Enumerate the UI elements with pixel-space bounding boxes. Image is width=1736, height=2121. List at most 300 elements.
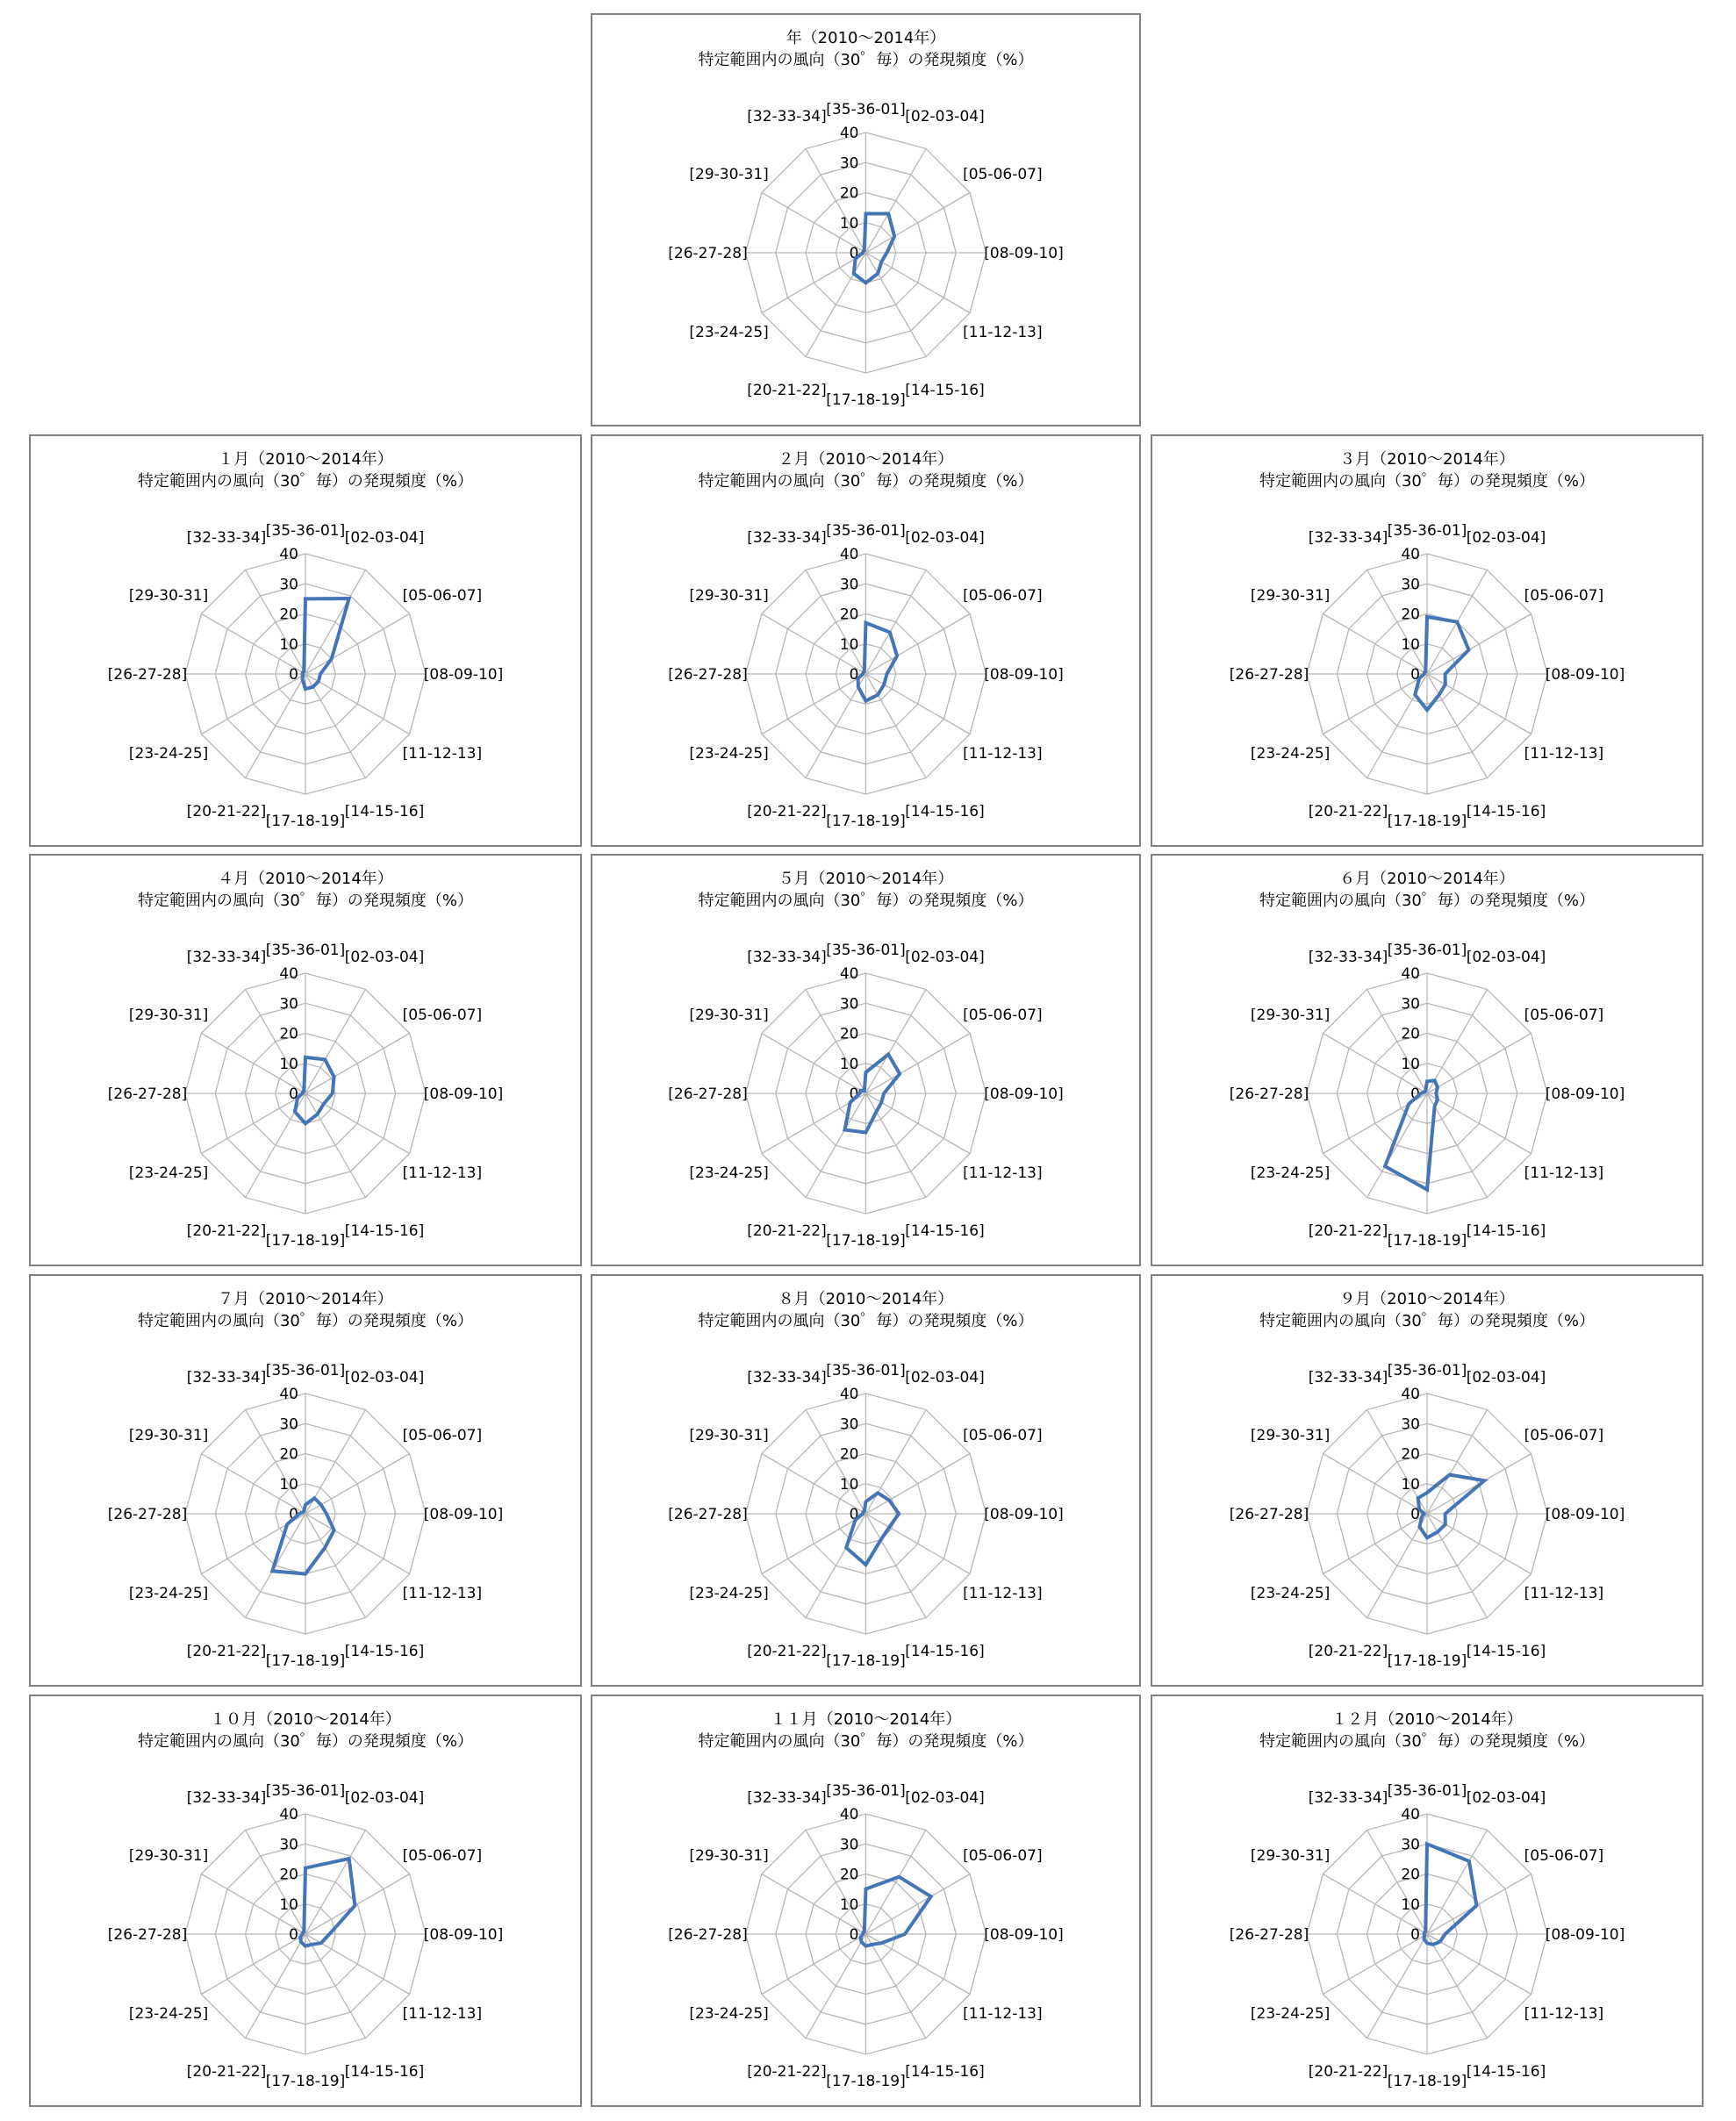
direction-label: [05-06-07]: [1524, 587, 1604, 605]
radial-tick-label: 0: [289, 1506, 298, 1523]
radial-tick-label: 40: [839, 1806, 859, 1824]
direction-label: [05-06-07]: [963, 166, 1043, 183]
series-line: [861, 1877, 931, 1946]
direction-label: [14-15-16]: [1466, 1222, 1546, 1240]
direction-label: [35-36-01]: [265, 522, 346, 540]
radial-tick-label: 20: [839, 605, 859, 624]
radar-chart-panel: [591, 854, 1141, 1266]
radar-chart-panel: [29, 1695, 582, 2107]
radial-tick-label: 0: [1410, 1926, 1420, 1944]
direction-label: [23-24-25]: [1250, 1164, 1331, 1182]
chart-subtitle: 特定範囲内の風向（30゜毎）の発現頻度（%）: [698, 51, 1034, 69]
grid-spoke: [866, 1409, 927, 1514]
grid-spoke: [806, 1934, 866, 2039]
radial-tick-label: 40: [1401, 1386, 1420, 1403]
direction-label: [14-15-16]: [905, 1642, 985, 1660]
direction-label: [17-18-19]: [1387, 1652, 1467, 1670]
radial-tick-label: 40: [279, 1806, 298, 1824]
direction-label: [17-18-19]: [1387, 1232, 1467, 1250]
direction-label: [08-09-10]: [1545, 1086, 1625, 1103]
radial-tick-label: 30: [279, 1836, 298, 1854]
direction-label: [02-03-04]: [344, 1369, 425, 1387]
direction-label: [29-30-31]: [1250, 1007, 1331, 1024]
radial-tick-label: 0: [849, 245, 859, 262]
direction-label: [32-33-34]: [747, 108, 827, 126]
direction-label: [08-09-10]: [423, 666, 504, 684]
radial-tick-label: 40: [839, 546, 859, 563]
grid-spoke: [305, 570, 366, 674]
direction-label: [35-36-01]: [1387, 942, 1467, 959]
direction-label: [35-36-01]: [826, 1362, 906, 1379]
radial-tick-label: 20: [1401, 1025, 1420, 1043]
radial-tick-label: 20: [279, 1445, 298, 1464]
grid-spoke: [1427, 1514, 1488, 1618]
radar-chart-panel: [591, 13, 1141, 426]
direction-label: [11-12-13]: [1524, 2005, 1604, 2023]
chart-title-line: ２月（2010～2014年）: [778, 450, 954, 469]
direction-label: [20-21-22]: [186, 1642, 267, 1660]
radial-tick-label: 0: [1410, 1086, 1420, 1103]
grid-spoke: [305, 1093, 366, 1198]
radial-tick-label: 40: [1401, 1806, 1420, 1824]
direction-label: [35-36-01]: [826, 101, 906, 118]
radial-tick-label: 40: [839, 1386, 859, 1403]
radar-chart-panel: [591, 1274, 1141, 1687]
direction-label: [14-15-16]: [905, 802, 985, 820]
chart-subtitle: 特定範囲内の風向（30゜毎）の発現頻度（%）: [1259, 1732, 1595, 1751]
direction-label: [02-03-04]: [1466, 529, 1546, 548]
chart-title-line: ４月（2010～2014年）: [218, 870, 393, 888]
radial-tick-label: 20: [279, 605, 298, 624]
grid-spoke: [1427, 674, 1488, 778]
direction-label: [26-27-28]: [1229, 1926, 1309, 1944]
radar-chart-panel: [1151, 434, 1704, 847]
direction-label: [14-15-16]: [344, 1642, 425, 1660]
radar-chart-panel: [29, 1274, 582, 1687]
radial-tick-label: 30: [1401, 1836, 1420, 1854]
grid-spoke: [305, 674, 366, 778]
direction-label: [17-18-19]: [265, 813, 346, 830]
radar-chart-panel: [591, 434, 1141, 847]
direction-label: [26-27-28]: [668, 666, 748, 684]
radial-tick-label: 20: [839, 1866, 859, 1884]
radial-tick-label: 10: [1401, 635, 1420, 654]
direction-label: [02-03-04]: [1466, 1789, 1546, 1808]
direction-label: [11-12-13]: [1524, 745, 1604, 763]
direction-label: [14-15-16]: [344, 1222, 425, 1240]
direction-label: [29-30-31]: [128, 1847, 209, 1865]
grid-spoke: [305, 674, 410, 734]
direction-label: [17-18-19]: [1387, 2073, 1467, 2090]
direction-label: [23-24-25]: [128, 1164, 209, 1182]
grid-spoke: [1427, 1034, 1532, 1094]
grid-spoke: [246, 1934, 306, 2039]
grid-spoke: [806, 1514, 866, 1618]
direction-label: [32-33-34]: [186, 1369, 267, 1387]
grid-spoke: [1427, 1874, 1532, 1935]
grid-spoke: [866, 1514, 927, 1618]
direction-label: [26-27-28]: [668, 1086, 748, 1103]
grid-spoke: [866, 1034, 971, 1094]
direction-label: [20-21-22]: [747, 802, 827, 820]
direction-label: [05-06-07]: [963, 1847, 1043, 1865]
direction-label: [26-27-28]: [107, 666, 188, 684]
chart-title-line: １１月（2010～2014年）: [770, 1710, 962, 1729]
direction-label: [20-21-22]: [186, 802, 267, 820]
direction-label: [29-30-31]: [689, 166, 769, 183]
grid-spoke: [1427, 614, 1532, 675]
radar-plot: [31, 436, 580, 845]
radial-tick-label: 10: [839, 1055, 859, 1073]
radial-tick-label: 30: [839, 576, 859, 594]
direction-label: [32-33-34]: [186, 529, 267, 548]
radar-chart-panel: [591, 1695, 1141, 2107]
grid-spoke: [1427, 1934, 1488, 2039]
radial-tick-label: 30: [839, 1836, 859, 1854]
direction-label: [05-06-07]: [402, 1007, 483, 1024]
direction-label: [02-03-04]: [1466, 1369, 1546, 1387]
radial-tick-label: 30: [279, 576, 298, 594]
grid-spoke: [1427, 1409, 1488, 1514]
grid-spoke: [1427, 1934, 1532, 1995]
radial-tick-label: 10: [839, 635, 859, 654]
direction-label: [08-09-10]: [423, 1506, 504, 1523]
radial-tick-label: 40: [1401, 965, 1420, 983]
direction-label: [20-21-22]: [747, 1642, 827, 1660]
direction-label: [02-03-04]: [1466, 949, 1546, 967]
radial-tick-label: 30: [839, 995, 859, 1014]
radar-plot: [592, 436, 1139, 845]
direction-label: [02-03-04]: [905, 949, 985, 967]
radar-plot: [592, 1276, 1139, 1685]
grid-spoke: [806, 674, 866, 778]
grid-spoke: [305, 1874, 410, 1935]
radial-tick-label: 30: [1401, 1415, 1420, 1434]
direction-label: [23-24-25]: [128, 2005, 209, 2023]
radar-plot: [1152, 1276, 1702, 1685]
radial-tick-label: 40: [839, 965, 859, 983]
chart-subtitle: 特定範囲内の風向（30゜毎）の発現頻度（%）: [698, 472, 1034, 491]
direction-label: [20-21-22]: [186, 2062, 267, 2081]
direction-label: [08-09-10]: [984, 245, 1064, 262]
direction-label: [08-09-10]: [1545, 666, 1625, 684]
direction-label: [23-24-25]: [689, 1585, 769, 1602]
chart-subtitle: 特定範囲内の風向（30゜毎）の発現頻度（%）: [1259, 1312, 1595, 1330]
direction-label: [23-24-25]: [128, 1585, 209, 1602]
direction-label: [35-36-01]: [1387, 1362, 1467, 1379]
radial-tick-label: 30: [279, 995, 298, 1014]
grid-spoke: [1427, 674, 1532, 734]
radial-tick-label: 10: [279, 1055, 298, 1073]
direction-label: [14-15-16]: [344, 802, 425, 820]
direction-label: [02-03-04]: [344, 949, 425, 967]
direction-label: [05-06-07]: [402, 1427, 483, 1444]
series-line: [303, 598, 349, 689]
direction-label: [32-33-34]: [747, 529, 827, 548]
chart-subtitle: 特定範囲内の風向（30゜毎）の発現頻度（%）: [137, 1732, 473, 1751]
direction-label: [29-30-31]: [1250, 587, 1331, 605]
direction-label: [26-27-28]: [107, 1086, 188, 1103]
direction-label: [23-24-25]: [689, 2005, 769, 2023]
direction-label: [02-03-04]: [344, 529, 425, 548]
series-line: [1415, 617, 1468, 710]
radial-tick-label: 30: [1401, 995, 1420, 1014]
direction-label: [08-09-10]: [984, 1506, 1064, 1523]
direction-label: [29-30-31]: [128, 1427, 209, 1444]
chart-subtitle: 特定範囲内の風向（30゜毎）の発現頻度（%）: [1259, 892, 1595, 910]
radial-tick-label: 40: [279, 965, 298, 983]
grid-spoke: [305, 1830, 366, 1934]
radar-plot: [592, 15, 1139, 425]
chart-subtitle: 特定範囲内の風向（30゜毎）の発現頻度（%）: [137, 1312, 473, 1330]
direction-label: [29-30-31]: [689, 1007, 769, 1024]
direction-label: [05-06-07]: [1524, 1427, 1604, 1444]
chart-subtitle: 特定範囲内の風向（30゜毎）の発現頻度（%）: [137, 472, 473, 491]
radial-tick-label: 10: [1401, 1895, 1420, 1914]
radial-tick-label: 0: [849, 1506, 859, 1523]
radar-chart-panel: [1151, 1274, 1704, 1687]
direction-label: [23-24-25]: [1250, 2005, 1331, 2023]
chart-title-line: ５月（2010～2014年）: [778, 870, 954, 888]
direction-label: [20-21-22]: [747, 1222, 827, 1240]
direction-label: [11-12-13]: [1524, 1164, 1604, 1182]
direction-label: [29-30-31]: [1250, 1847, 1331, 1865]
direction-label: [29-30-31]: [128, 1007, 209, 1024]
direction-label: [32-33-34]: [1308, 1369, 1388, 1387]
direction-label: [05-06-07]: [963, 1007, 1043, 1024]
radial-tick-label: 0: [849, 1086, 859, 1103]
radial-tick-label: 40: [1401, 546, 1420, 563]
direction-label: [32-33-34]: [186, 1789, 267, 1808]
direction-label: [08-09-10]: [1545, 1506, 1625, 1523]
direction-label: [23-24-25]: [689, 745, 769, 763]
direction-label: [23-24-25]: [128, 745, 209, 763]
direction-label: [05-06-07]: [963, 587, 1043, 605]
chart-title-line: １月（2010～2014年）: [218, 450, 393, 469]
grid-spoke: [246, 674, 306, 778]
direction-label: [17-18-19]: [265, 1232, 346, 1250]
radial-tick-label: 10: [839, 214, 859, 233]
grid-spoke: [1427, 1830, 1488, 1934]
grid-spoke: [806, 253, 866, 357]
radial-tick-label: 20: [839, 1445, 859, 1464]
radar-plot: [1152, 1696, 1702, 2105]
radial-tick-label: 20: [839, 184, 859, 203]
direction-label: [05-06-07]: [963, 1427, 1043, 1444]
direction-label: [11-12-13]: [1524, 1585, 1604, 1602]
radial-tick-label: 10: [279, 1475, 298, 1494]
grid-spoke: [1427, 1514, 1532, 1574]
grid-spoke: [1367, 1093, 1428, 1198]
direction-label: [20-21-22]: [747, 381, 827, 399]
direction-label: [20-21-22]: [1308, 1222, 1388, 1240]
direction-label: [17-18-19]: [826, 2073, 906, 2090]
direction-label: [11-12-13]: [402, 1164, 483, 1182]
direction-label: [08-09-10]: [1545, 1926, 1625, 1944]
direction-label: [26-27-28]: [668, 1926, 748, 1944]
grid-spoke: [866, 1514, 971, 1574]
direction-label: [26-27-28]: [107, 1926, 188, 1944]
direction-label: [08-09-10]: [984, 666, 1064, 684]
radial-tick-label: 40: [279, 1386, 298, 1403]
chart-title-line: ９月（2010～2014年）: [1339, 1290, 1515, 1308]
radar-plot: [31, 1696, 580, 2105]
radial-tick-label: 0: [849, 1926, 859, 1944]
radial-tick-label: 0: [289, 1926, 298, 1944]
radial-tick-label: 40: [839, 125, 859, 142]
radar-plot: [1152, 436, 1702, 845]
direction-label: [02-03-04]: [344, 1789, 425, 1808]
radial-tick-label: 30: [1401, 576, 1420, 594]
direction-label: [35-36-01]: [826, 942, 906, 959]
direction-label: [29-30-31]: [689, 587, 769, 605]
direction-label: [11-12-13]: [402, 1585, 483, 1602]
chart-title-line: 年（2010～2014年）: [786, 29, 946, 47]
direction-label: [08-09-10]: [984, 1926, 1064, 1944]
direction-label: [08-09-10]: [423, 1926, 504, 1944]
direction-label: [32-33-34]: [747, 949, 827, 967]
direction-label: [29-30-31]: [689, 1427, 769, 1444]
radar-plot: [1152, 856, 1702, 1265]
grid-spoke: [305, 614, 410, 675]
direction-label: [35-36-01]: [265, 1362, 346, 1379]
direction-label: [20-21-22]: [747, 2062, 827, 2081]
radial-tick-label: 0: [1410, 666, 1420, 684]
radar-plot: [592, 1696, 1139, 2105]
grid-spoke: [1367, 1934, 1428, 2039]
direction-label: [23-24-25]: [689, 1164, 769, 1182]
grid-spoke: [866, 1093, 927, 1198]
radar-plot: [31, 856, 580, 1265]
radial-tick-label: 10: [839, 1475, 859, 1494]
direction-label: [35-36-01]: [265, 942, 346, 959]
radar-chart-panel: [1151, 854, 1704, 1266]
direction-label: [26-27-28]: [1229, 666, 1309, 684]
grid-spoke: [1427, 989, 1488, 1093]
grid-spoke: [1367, 1514, 1428, 1618]
radial-tick-label: 0: [849, 666, 859, 684]
direction-label: [17-18-19]: [265, 1652, 346, 1670]
chart-title-line: ８月（2010～2014年）: [778, 1290, 954, 1308]
chart-title-line: １０月（2010～2014年）: [210, 1710, 401, 1729]
chart-subtitle: 特定範囲内の風向（30゜毎）の発現頻度（%）: [137, 892, 473, 910]
direction-label: [14-15-16]: [344, 2062, 425, 2081]
direction-label: [11-12-13]: [963, 2005, 1043, 2023]
radial-tick-label: 0: [289, 666, 298, 684]
direction-label: [26-27-28]: [107, 1506, 188, 1523]
grid-spoke: [866, 193, 971, 254]
direction-label: [11-12-13]: [402, 2005, 483, 2023]
radial-tick-label: 10: [279, 1895, 298, 1914]
radar-chart-panel: [29, 434, 582, 847]
chart-title-line: ６月（2010～2014年）: [1339, 870, 1515, 888]
chart-title-line: １２月（2010～2014年）: [1331, 1710, 1523, 1729]
radar-chart-panel: [1151, 1695, 1704, 2107]
chart-subtitle: 特定範囲内の風向（30゜毎）の発現頻度（%）: [1259, 472, 1595, 491]
direction-label: [26-27-28]: [668, 245, 748, 262]
direction-label: [05-06-07]: [1524, 1007, 1604, 1024]
chart-title-line: ７月（2010～2014年）: [218, 1290, 393, 1308]
direction-label: [11-12-13]: [963, 324, 1043, 341]
radial-tick-label: 10: [1401, 1055, 1420, 1073]
direction-label: [05-06-07]: [402, 1847, 483, 1865]
radar-plot: [592, 856, 1139, 1265]
grid-spoke: [866, 674, 971, 734]
direction-label: [14-15-16]: [905, 2062, 985, 2081]
radial-tick-label: 20: [1401, 605, 1420, 624]
grid-spoke: [305, 1034, 410, 1094]
direction-label: [20-21-22]: [1308, 802, 1388, 820]
chart-subtitle: 特定範囲内の風向（30゜毎）の発現頻度（%）: [698, 892, 1034, 910]
grid-spoke: [305, 1093, 410, 1154]
direction-label: [17-18-19]: [826, 391, 906, 409]
radial-tick-label: 20: [279, 1866, 298, 1884]
radial-tick-label: 20: [1401, 1866, 1420, 1884]
chart-subtitle: 特定範囲内の風向（30゜毎）の発現頻度（%）: [698, 1312, 1034, 1330]
direction-label: [02-03-04]: [905, 108, 985, 126]
radial-tick-label: 30: [839, 154, 859, 173]
direction-label: [29-30-31]: [128, 587, 209, 605]
direction-label: [17-18-19]: [1387, 813, 1467, 830]
direction-label: [32-33-34]: [1308, 1789, 1388, 1808]
direction-label: [14-15-16]: [905, 1222, 985, 1240]
direction-label: [23-24-25]: [1250, 745, 1331, 763]
direction-label: [32-33-34]: [747, 1369, 827, 1387]
direction-label: [17-18-19]: [826, 1232, 906, 1250]
direction-label: [29-30-31]: [689, 1847, 769, 1865]
radial-tick-label: 40: [279, 546, 298, 563]
direction-label: [02-03-04]: [905, 1369, 985, 1387]
radial-tick-label: 30: [279, 1415, 298, 1434]
direction-label: [11-12-13]: [963, 745, 1043, 763]
direction-label: [08-09-10]: [984, 1086, 1064, 1103]
direction-label: [35-36-01]: [826, 522, 906, 540]
direction-label: [35-36-01]: [1387, 1782, 1467, 1800]
radial-tick-label: 10: [1401, 1475, 1420, 1494]
direction-label: [11-12-13]: [963, 1164, 1043, 1182]
direction-label: [20-21-22]: [1308, 1642, 1388, 1660]
radial-tick-label: 0: [289, 1086, 298, 1103]
grid-spoke: [866, 253, 927, 357]
direction-label: [35-36-01]: [1387, 522, 1467, 540]
direction-label: [17-18-19]: [826, 1652, 906, 1670]
radial-tick-label: 30: [839, 1415, 859, 1434]
radial-tick-label: 20: [1401, 1445, 1420, 1464]
grid-spoke: [305, 1934, 366, 2039]
direction-label: [26-27-28]: [668, 1506, 748, 1523]
radial-tick-label: 20: [279, 1025, 298, 1043]
direction-label: [32-33-34]: [1308, 949, 1388, 967]
direction-label: [05-06-07]: [1524, 1847, 1604, 1865]
direction-label: [32-33-34]: [1308, 529, 1388, 548]
radial-tick-label: 10: [279, 635, 298, 654]
chart-title-line: ３月（2010～2014年）: [1339, 450, 1515, 469]
grid-spoke: [1427, 1093, 1532, 1154]
direction-label: [02-03-04]: [905, 1789, 985, 1808]
radar-plot: [31, 1276, 580, 1685]
radar-chart-panel: [29, 854, 582, 1266]
radial-tick-label: 20: [839, 1025, 859, 1043]
direction-label: [08-09-10]: [423, 1086, 504, 1103]
direction-label: [23-24-25]: [689, 324, 769, 341]
grid-spoke: [806, 1093, 866, 1198]
grid-spoke: [866, 674, 927, 778]
direction-label: [14-15-16]: [1466, 802, 1546, 820]
direction-label: [32-33-34]: [186, 949, 267, 967]
direction-label: [29-30-31]: [1250, 1427, 1331, 1444]
grid-spoke: [305, 1514, 410, 1574]
direction-label: [17-18-19]: [826, 813, 906, 830]
